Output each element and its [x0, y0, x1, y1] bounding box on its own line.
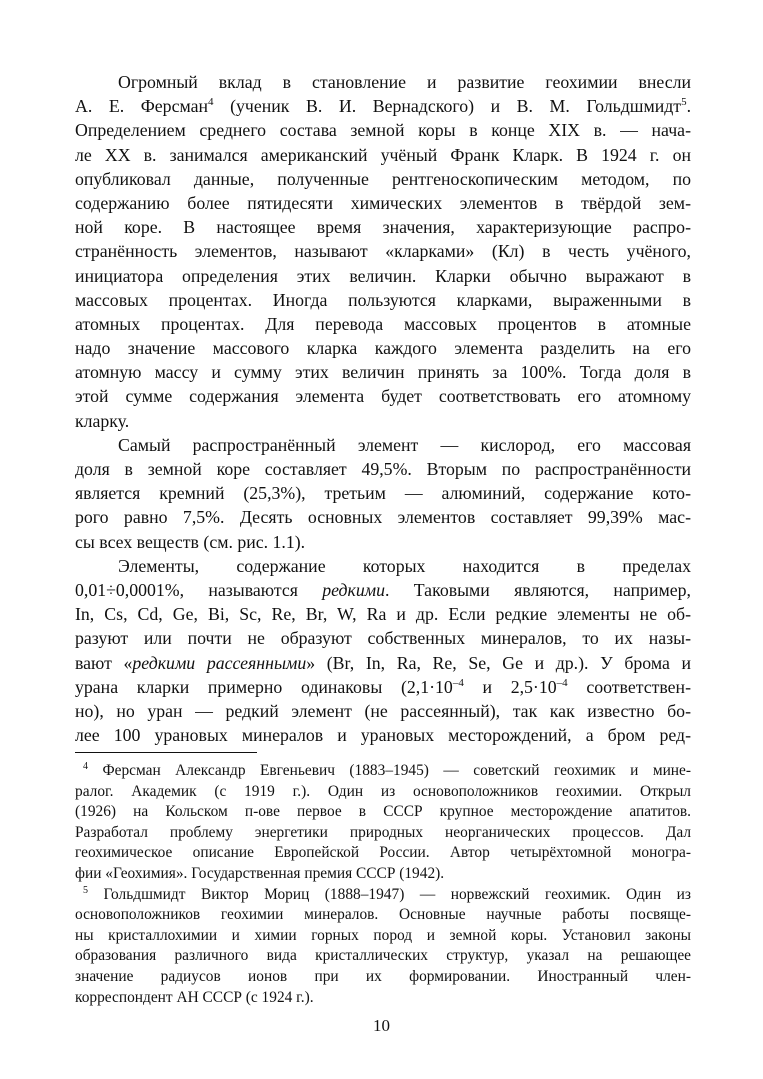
text-line: доля в земной коре составляет 49,5%. Вторым по распространённости [75, 459, 691, 479]
text-line: атомных процентах. Для перевода массовых процентов в атомные [75, 313, 691, 334]
text-line: надо значение массового кларка каждого элемента разделить на его [75, 338, 691, 359]
text-line: массовых процентах. Иногда пользуются кларками, выраженными в [75, 289, 691, 310]
text-line: Самый распространённый элемент — кислород, его массовая [118, 434, 691, 455]
exponent: –4 [452, 676, 464, 689]
text-line: странённость элементов, называют «кларками» (Кл) в честь учёного, [75, 241, 691, 262]
footnote-line: геохимическое описание Европейской России. Автор четырёхтомной моногра- [75, 844, 691, 862]
text-span: » (Br, In, Ra, Re, Se, Ge и др.). У брома и [306, 652, 691, 673]
text-line: In, Cs, Cd, Ge, Bi, Sc, Re, Br, W, Ra и др. Если редкие элементы не об- [75, 604, 691, 625]
text-line: ной коре. В настоящее время значения, характеризующие распро- [75, 217, 691, 238]
footnote-line [75, 885, 691, 906]
text-span: Ферсман Александр Евгеньевич (1883–1945) — советский геохимик и мине- [88, 762, 691, 779]
text-line: разуют или почти не образуют собственных минералов, то их назы- [75, 628, 691, 649]
footnote-line: значение радиусов ионов при их формировании. Иностранный член- [75, 967, 691, 985]
italic-term: редкими рассеянными [132, 652, 307, 673]
text-line [75, 651, 691, 675]
text-span: . Таковыми являются, например, [385, 579, 691, 600]
text-line: является кремний (25,3%), третьим — алюминий, содержание кото- [75, 483, 691, 504]
footnote-ref-4[interactable]: 4 [208, 96, 214, 109]
footnote-line: ралог. Академик (с 1919 г.). Один из основоположников геохимии. Открыл [75, 782, 691, 800]
italic-term: редкими [322, 579, 385, 600]
footnote-mark-5: 5 [83, 884, 88, 896]
text-line [75, 578, 691, 602]
text-line: сы всех веществ (см. рис. 1.1). [75, 531, 306, 552]
text-line: рого равно 7,5%. Десять основных элементов составляет 99,39% мас- [75, 507, 691, 528]
text-line: ле XX в. занимался американский учёный Франк Кларк. В 1924 г. он [75, 144, 691, 165]
text-line: инициатора определения этих величин. Кларки обычно выражают в [75, 265, 691, 286]
footnote-line: корреспондент АН СССР (с 1924 г.). [75, 988, 314, 1006]
text-span: урана кларки примерно одинаковы (2,1·10 [75, 676, 453, 697]
footnote-ref-5[interactable]: 5 [681, 96, 687, 109]
text-line: лее 100 урановых минералов и урановых месторождений, а бром ред- [75, 725, 691, 746]
page-number: 10 [373, 1016, 390, 1035]
text-span: (ученик В. И. Вернадского) и В. М. Гольдшмидт [230, 96, 682, 117]
text-line: Определением среднего состава земной коры в конце XIX в. — нача- [75, 120, 691, 141]
footnote-line [75, 761, 691, 782]
footnote-4 [75, 761, 691, 885]
footnote-line: образования различного вида кристаллических структур, указал на решающее [75, 947, 691, 965]
paragraph-oxygen [75, 433, 691, 554]
text-line [75, 94, 691, 118]
text-line: Огромный вклад в становление и развитие геохимии внесли [118, 72, 691, 92]
text-line: Элементы, содержание которых находится в пределах [118, 555, 691, 576]
footnotes [75, 761, 691, 1008]
paragraph-rare-elements [75, 554, 691, 748]
footnote-separator [75, 752, 257, 753]
footnote-line: ны кристаллохимии и химии горных пород и земной коры. Установил законы [75, 926, 691, 944]
text-span: Гольдшмидт Виктор Мориц (1888–1947) — норвежский геохимик. Один из [88, 885, 691, 903]
text-line: содержанию более пятидесяти химических элементов в твёрдой зем- [75, 192, 691, 213]
text-span: вают « [75, 652, 133, 673]
footnote-mark-4: 4 [83, 761, 88, 772]
footnote-line: (1926) на Кольском п-ове первое в СССР крупное месторождение апатитов. [75, 803, 691, 821]
text-line: но), но уран — редкий элемент (не рассеянный), так как известно бо- [75, 700, 691, 721]
footnote-line: основоположников геохимии минералов. Основные научные работы посвяще- [75, 906, 691, 924]
text-line [75, 675, 691, 699]
footnote-line: фии «Геохимия». Государственная премия СССР (1942). [75, 864, 445, 882]
text-span: и 2,5·10 [463, 676, 557, 697]
text-line: кларку. [75, 410, 130, 431]
text-span: А. Е. Ферсман [75, 96, 209, 117]
text-span: 0,01÷0,0001%, называются [75, 579, 323, 600]
main-text [75, 70, 691, 747]
text-line: опубликовал данные, полученные рентгеноскопическим методом, по [75, 168, 691, 189]
text-span: . [686, 96, 692, 117]
exponent: –4 [556, 676, 568, 689]
paragraph-fersman-clarke [75, 70, 691, 433]
footnote-5 [75, 885, 691, 1009]
text-line: атомную массу и сумму этих величин принять за 100%. Тогда доля в [75, 362, 691, 383]
text-span: соответствен- [567, 676, 691, 697]
text-line: этой сумме содержания элемента будет соответствовать его атомному [75, 386, 691, 407]
footnote-line: Разработал проблему энергетики природных неорганических процессов. Дал [75, 823, 691, 841]
